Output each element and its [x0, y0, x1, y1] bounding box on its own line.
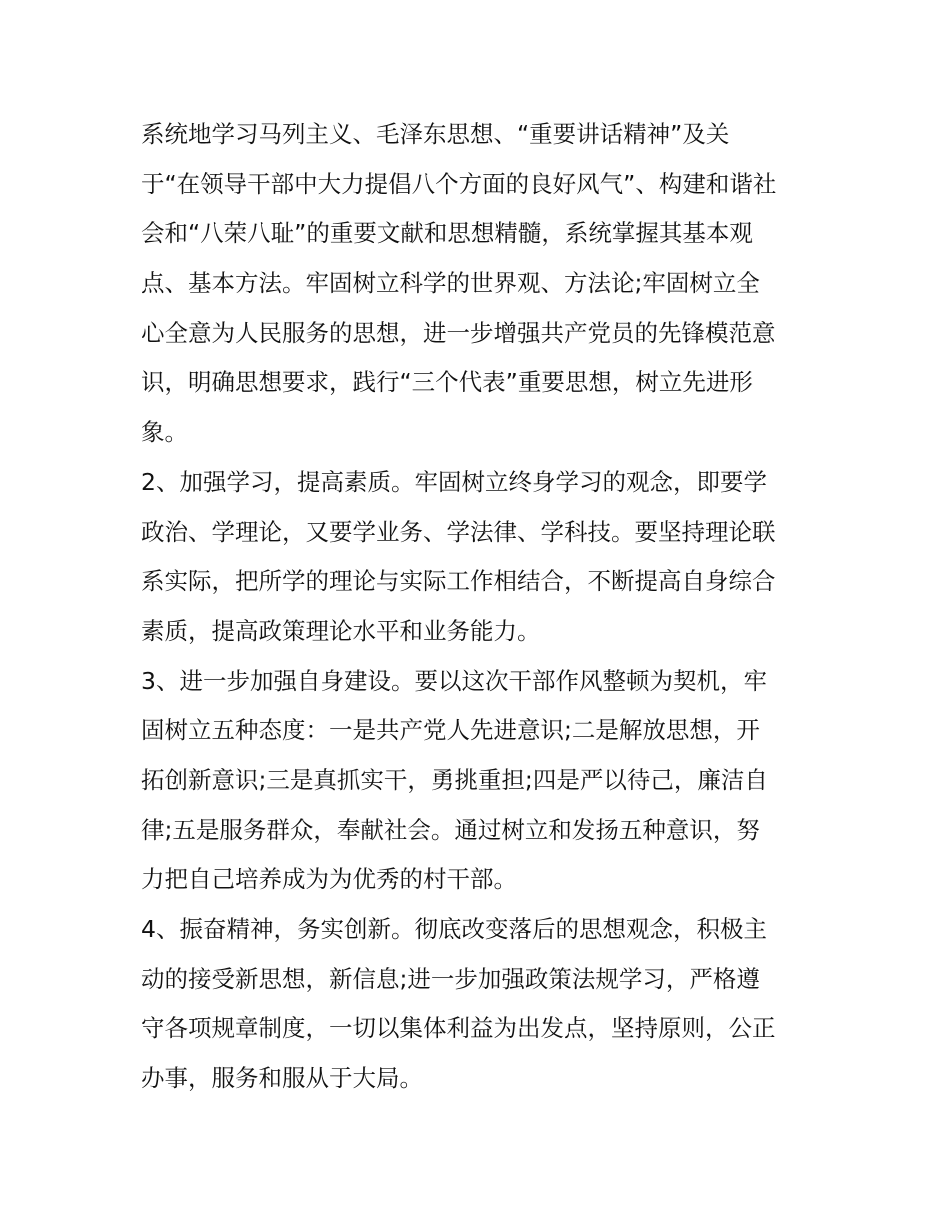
text-line: 点、基本方法。牢固树立科学的世界观、方法论;牢固树立全	[141, 269, 760, 298]
text-line: 动的接受新思想，新信息;进一步加强政策法规学习，严格遵	[141, 964, 760, 993]
text-line: 办事，服务和服从于大局。	[141, 1064, 423, 1093]
text-line: 素质，提高政策理论水平和业务能力。	[141, 616, 541, 645]
text-line: 系实际，把所学的理论与实际工作相结合，不断提高自身综合	[141, 567, 776, 596]
text-line: 系统地学习马列主义、毛泽东思想、“重要讲话精神”及关	[141, 120, 730, 148]
text-line: 4、振奋精神，务实创新。彻底改变落后的思想观念，积极主	[141, 915, 767, 943]
text-line: 政治、学理论，又要学业务、学法律、学科技。要坚持理论联	[141, 517, 776, 546]
text-line: 律;五是服务群众，奉献社会。通过树立和发扬五种意识，努	[141, 815, 760, 844]
text-line: 心全意为人民服务的思想，进一步增强共产党员的先锋模范意	[141, 318, 776, 347]
text-line: 固树立五种态度：一是共产党人先进意识;二是解放思想，开	[141, 716, 760, 745]
text-line: 于“在领导干部中大力提倡八个方面的良好风气”、构建和谐社	[141, 169, 777, 198]
text-line: 力把自己培养成为为优秀的村干部。	[141, 865, 517, 894]
text-line: 3、进一步加强自身建设。要以这次干部作风整顿为契机，牢	[141, 666, 767, 695]
text-line: 守各项规章制度，一切以集体利益为出发点，坚持原则，公正	[141, 1014, 776, 1043]
document-body	[141, 110, 821, 1104]
text-line: 象。	[141, 418, 188, 447]
text-line: 2、加强学习，提高素质。牢固树立终身学习的观念，即要学	[141, 467, 767, 496]
text-line: 识，明确思想要求，践行“三个代表”重要思想，树立先进形	[141, 368, 753, 397]
text-line: 会和“八荣八耻”的重要文献和思想精髓，系统掌握其基本观	[141, 219, 753, 248]
text-line: 拓创新意识;三是真抓实干，勇挑重担;四是严以待己，廉洁自	[141, 765, 768, 794]
